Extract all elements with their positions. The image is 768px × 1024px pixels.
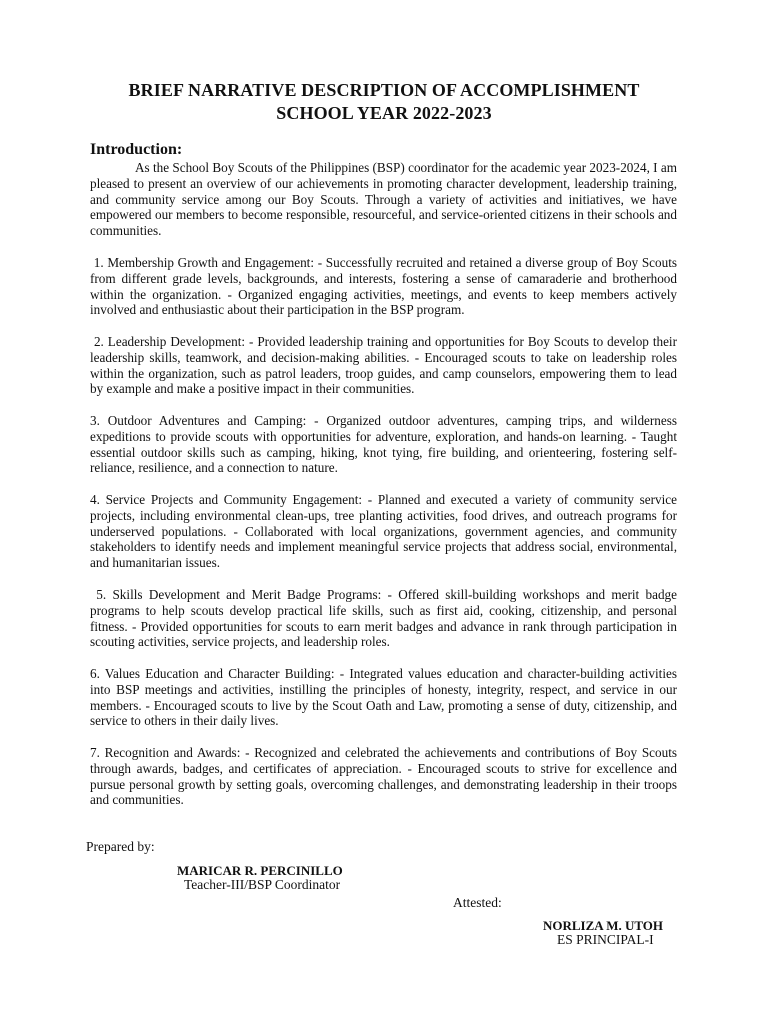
accomplishment-item-2: 2. Leadership Development: - Provided leadership training and opportunities for Boy Scouts to develop their leadership skills, teamwork, and decision-making abilities. - Encouraged scouts to take on leadership roles within the organization, such as patrol leaders, troop guides, and camp counselors, empowering them to lead by example and make a positive impact in their communities. <box>90 334 681 397</box>
prepared-by-label: Prepared by: <box>86 839 155 854</box>
attested-label: Attested: <box>453 895 502 910</box>
preparer-title: Teacher-III/BSP Coordinator <box>184 877 341 892</box>
introduction-paragraph: As the School Boy Scouts of the Philippines (BSP) coordinator for the academic year 2023-2024, I am pleased to present an overview of our achievements in promoting character development, leadership training, and community service among our Boy Scouts. Through a variety of activities and initiatives, we have empowered our members to become responsible, resourceful, and service-oriented citizens in their schools and communities. <box>90 160 677 239</box>
accomplishment-item-4: 4. Service Projects and Community Engagement: - Planned and executed a variety of community service projects, including environmental clean-ups, tree planting activities, food drives, and outreach programs for underserved populations. - Collaborated with local organizations, government agencies, and community stakeholders to identify needs and implement meaningful service projects that address social, environmental, and humanitarian issues. <box>90 492 677 571</box>
accomplishment-item-3: 3. Outdoor Adventures and Camping: - Organized outdoor adventures, camping trips, and wilderness expeditions to provide scouts with opportunities for adventure, exploration, and hands-on learning. - Taught essential outdoor skills such as camping, hiking, knot tying, fire building, and orienteering, fostering self-reliance, resilience, and a connection to nature. <box>90 413 677 476</box>
accomplishment-item-1: 1. Membership Growth and Engagement: - Successfully recruited and retained a diverse group of Boy Scouts from different grade levels, backgrounds, and interests, fostering a sense of camaraderie and brotherhood within the organization. - Organized engaging activities, meetings, and events to keep members actively involved and enthusiastic about their participation in the BSP program. <box>90 255 681 318</box>
accomplishment-item-6: 6. Values Education and Character Building: - Integrated values education and character-building activities into BSP meetings and activities, instilling the principles of honesty, integrity, respect, and service in our members. - Encouraged scouts to live by the Scout Oath and Law, promoting a sense of duty, citizenship, and service to others in their daily lives. <box>90 666 677 729</box>
accomplishment-item-5: 5. Skills Development and Merit Badge Programs: - Offered skill-building workshops and merit badge programs to help scouts develop practical life skills, such as first aid, cooking, citizenship, and personal fitness. - Provided opportunities for scouts to earn merit badges and advance in rank through participation in scouting activities, service projects, and leadership roles. <box>90 587 681 650</box>
document-title-line-1: BRIEF NARRATIVE DESCRIPTION OF ACCOMPLISHMENT <box>128 80 640 100</box>
attester-name: NORLIZA M. UTOH <box>543 918 664 933</box>
preparer-name: MARICAR R. PERCINILLO <box>177 863 343 878</box>
accomplishment-item-7: 7. Recognition and Awards: - Recognized and celebrated the achievements and contributions of Boy Scouts through awards, badges, and certificates of appreciation. - Encouraged scouts to strive for excellence and pursue personal growth by setting goals, overcoming challenges, and demonstrating leadership in their troops and communities. <box>90 745 677 808</box>
document-title-line-2: SCHOOL YEAR 2022-2023 <box>276 103 492 123</box>
attester-title: ES PRINCIPAL-I <box>557 932 654 947</box>
introduction-heading: Introduction: <box>90 141 183 158</box>
